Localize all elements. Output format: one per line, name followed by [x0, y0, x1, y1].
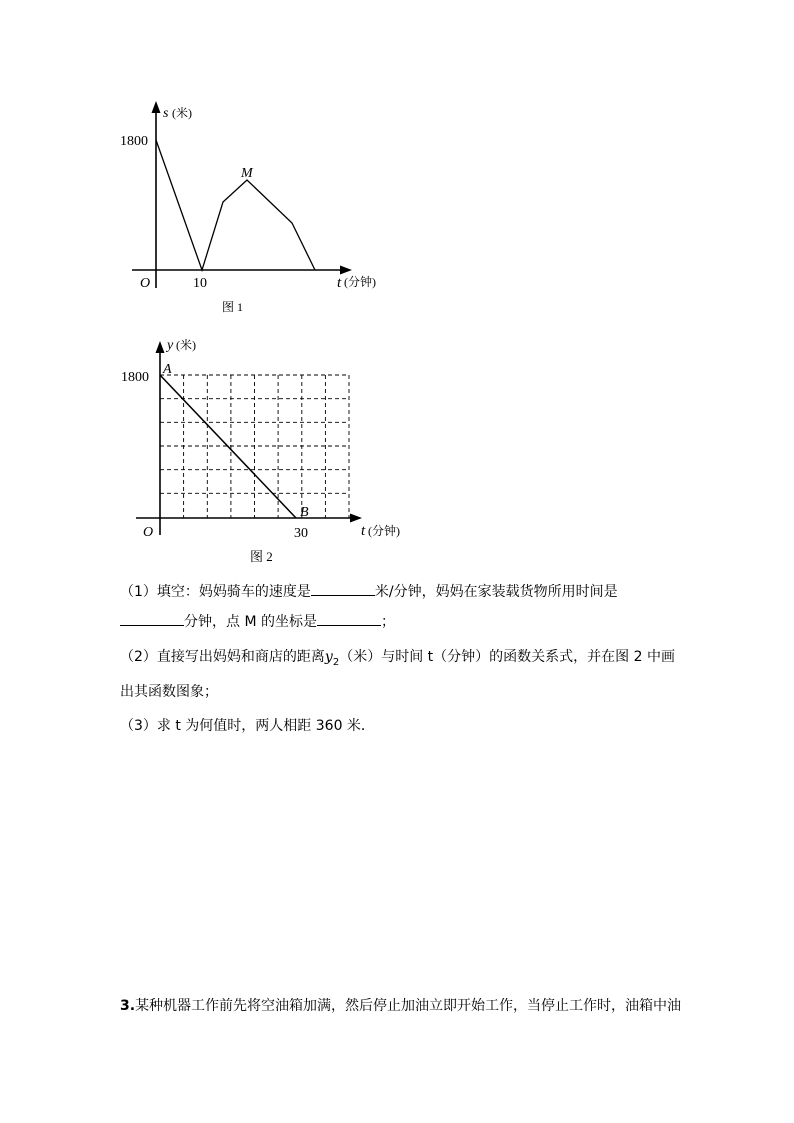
question-1-text-b: 米/分钟，妈妈在家装载货物所用时间是: [374, 584, 618, 600]
fig2-y-axis-label: y: [167, 338, 174, 353]
question-2-line-2: [120, 682, 218, 702]
question-2-text-b: （米）与时间 t（分钟）的函数关系式，并在图 2 中画: [339, 649, 675, 665]
question-2-var: y: [324, 649, 333, 665]
point-m-answer-blank[interactable]: [317, 611, 381, 626]
fig1-point-m: M: [241, 166, 253, 181]
fig2-y-tick: 1800: [121, 370, 149, 385]
fig2-y-arrow: [156, 341, 165, 353]
question-1-text-a: 填空：妈妈骑车的速度是: [156, 584, 311, 600]
speed-answer-blank[interactable]: [311, 581, 375, 596]
fig2-origin: O: [143, 525, 154, 540]
problem-3-text: 某种机器工作前先将空油箱加满，然后停止加油立即开始工作，当停止工作时，油箱中油: [135, 998, 682, 1014]
fig2-caption: 图 2: [250, 549, 273, 564]
fig1-origin: O: [140, 276, 151, 291]
fig1-x-arrow: [340, 266, 352, 275]
question-1-line-1: [120, 581, 618, 602]
question-2-text-c: 出其函数图象；: [120, 684, 218, 700]
fig2-line-ab: [160, 375, 296, 518]
question-2-number: （2）: [120, 649, 157, 665]
question-3-line: [120, 716, 375, 736]
fig2-point-a: A: [163, 362, 172, 377]
question-2-line-1: [120, 647, 675, 673]
figure-1: [0, 0, 420, 320]
fig2-x-tick: 30: [294, 526, 308, 541]
fig2-dashed-grid: [160, 375, 349, 518]
fig1-x-axis-unit: (分钟): [344, 275, 376, 289]
fig1-graph-line: [156, 140, 315, 270]
question-1-text-c: 分钟，点 M 的坐标是: [184, 614, 317, 630]
question-1-line-2: [120, 611, 395, 632]
question-3-number: （3）: [120, 718, 157, 734]
problem-3-line: [120, 996, 681, 1016]
question-2-text-a: 直接写出妈妈和商店的距离: [156, 649, 325, 665]
figure-2: [0, 325, 420, 575]
fig1-y-axis-unit: (米): [172, 106, 192, 120]
fig2-y-axis-unit: (米): [176, 338, 196, 352]
fig2-x-arrow: [350, 514, 362, 523]
fig1-caption: 图 1: [222, 300, 244, 314]
question-2-subscript: 2: [332, 656, 340, 668]
problem-3-number: 3.: [120, 998, 136, 1014]
fig1-x-axis-label: t: [337, 275, 342, 291]
fig2-x-axis-unit: (分钟): [368, 524, 400, 538]
fig1-y-axis-label: s: [163, 106, 169, 121]
fig2-point-b: B: [300, 505, 309, 520]
fig1-y-arrow: [152, 101, 161, 113]
loading-time-answer-blank[interactable]: [120, 611, 184, 626]
question-1-number: （1）: [120, 584, 157, 600]
fig1-y-tick: 1800: [120, 134, 148, 149]
question-3-text: 求 t 为何值时，两人相距 360 米．: [156, 718, 375, 734]
fig1-x-tick: 10: [193, 276, 207, 291]
fig2-x-axis-label: t: [361, 523, 366, 539]
question-1-text-d: ；: [380, 614, 395, 630]
